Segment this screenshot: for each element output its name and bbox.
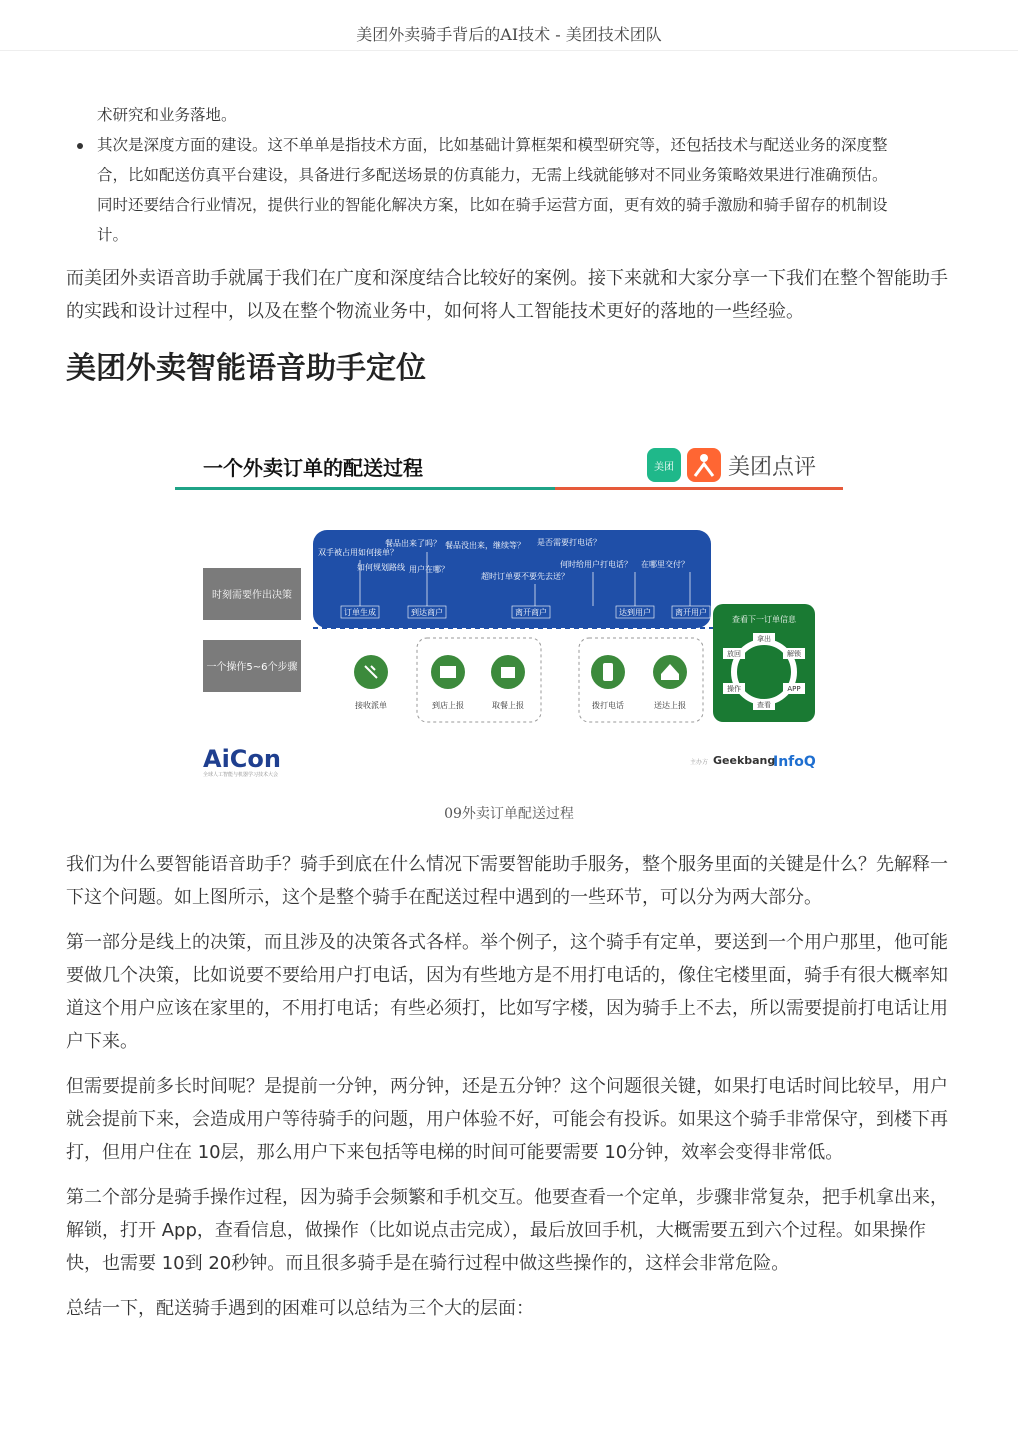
step-5: 送达上报 (654, 701, 686, 710)
step-3: 取餐上报 (492, 701, 524, 710)
paragraph-4: 第二个部分是骑手操作过程，因为骑手会频繁和手机交互。他要查看一个定单，步骤非常复杂，把手机拿出来，解锁，打开 App，查看信息，做操作（比如说点击完成），最后放回手机，大概需要五到六个过程。如果操作快，也需要 10到 20秒钟。而且很多骑手是在骑行过程中做这些操作的，这样会非常危险。 (66, 1187, 948, 1274)
bullet-list (66, 100, 952, 250)
intro-paragraph: 而美团外卖语音助手就属于我们在广度和深度结合比较好的案例。接下来就和大家分享一下我们在整个智能助手的实践和设计过程中，以及在整个物流业务中，如何将人工智能技术更好的落地的一些经验。 (66, 268, 948, 322)
step-icon-phone (591, 655, 625, 710)
question-5: 如何规划路线 (357, 563, 405, 572)
infoq-logo: InfoQ (773, 754, 816, 770)
label-decision: 时刻需要作出决策 (212, 590, 292, 601)
aicon-logo: AiCon (203, 745, 281, 773)
question-1: 双手被占用如何接单？ (318, 548, 398, 557)
step-icon-store (431, 655, 465, 710)
question-4: 是否需要打电话？ (537, 538, 601, 547)
paragraph-3: 但需要提前多长时间呢？是提前一分钟，两分钟，还是五分钟？这个问题很关键，如果打电话时间比较早，用户就会提前下来，会造成用户等待骑手的问题，用户体验不好，可能会有投诉。如果这个骑手非常保守，到楼下再打，但用户住在 10层，那么用户下来包括等电梯的时间可能要需要 10分钟，效率会变得非常低。 (66, 1076, 948, 1163)
stage-3: 离开商户 (515, 608, 547, 617)
cycle-item-2: 解锁 (787, 650, 801, 658)
brand-name: 美团点评 (728, 455, 817, 480)
bullet-line: 同时还要结合行业情况，提供行业的智能化解决方案，比如在骑手运营方面，更有效的骑手激励和骑手留存的机制设 (97, 196, 888, 214)
bullet-line: 计。 (97, 226, 129, 244)
bullet-line: 合，比如配送仿真平台建设，具备进行多配送场景的仿真能力，无需上线就能够对不同业务策略效果进行准确预估。 (97, 166, 888, 184)
stage-4: 达到用户 (619, 608, 651, 617)
paragraph-2: 第一部分是线上的决策，而且涉及的决策各式各样。举个例子，这个骑手有定单，要送到一个用户那里，他可能要做几个决策，比如说要不要给用户打电话，因为有些地方是不用打电话的，像住宅楼里面，骑手有很大概率知道这个用户应该在家里的，不用打电话；有些必须打，比如写字楼，因为骑手上不去，所以需要提前打电话让用户下来。 (66, 932, 948, 1052)
delivery-process-figure (175, 440, 845, 780)
geekbang-logo: Geekbang (713, 754, 776, 767)
step-4: 拨打电话 (592, 701, 624, 710)
cycle-item-6: 放回 (727, 650, 741, 658)
title-underline-red (555, 487, 843, 490)
figure-title: 一个外卖订单的配送过程 (203, 456, 423, 480)
meituan-logo-text: 美团 (654, 462, 674, 473)
label-steps: 一个操作5~6个步骤 (206, 662, 298, 673)
stage-5: 离开用户 (675, 608, 707, 617)
step-icon-pickup (491, 655, 525, 710)
step-2: 到店上报 (432, 701, 464, 710)
step-icon-home (653, 655, 687, 710)
sponsor-label: 主办方 (690, 759, 709, 766)
stage-2: 到达商户 (411, 608, 443, 617)
question-9: 超时订单要不要先去送？ (481, 572, 569, 581)
article-body-top (66, 100, 952, 392)
page-header: 美团外卖骑手背后的AI技术 - 美团技术团队 (0, 0, 1018, 51)
step-1: 接收派单 (355, 701, 387, 710)
cycle-item-3: APP (787, 685, 801, 693)
question-8: 在哪里交付？ (641, 560, 689, 569)
stage-1: 订单生成 (344, 608, 376, 617)
cycle-item-5: 操作 (727, 685, 741, 693)
section-title: 美团外卖智能语音助手定位 (66, 351, 426, 386)
cycle-title: 查看下一订单信息 (732, 615, 796, 624)
bullet-line: 术研究和业务落地。 (97, 106, 237, 124)
bullet-item: 其次是深度方面的建设。这不单单是指技术方面，比如基础计算框架和模型研究等，还包括技术与配送业务的深度整 (97, 130, 952, 160)
question-3: 餐品没出来，继续等？ (445, 541, 525, 550)
question-2: 餐品出来了吗？ (385, 539, 441, 548)
article-body-bottom (66, 848, 952, 1337)
paragraph-1: 我们为什么要智能语音助手？骑手到底在什么情况下需要智能助手服务，整个服务里面的关键是什么？先解释一下这个问题。如上图所示，这个是整个骑手在配送过程中遇到的一些环节，可以分为两大部分。 (66, 854, 948, 908)
step-icon-receive (354, 655, 388, 710)
paragraph-5: 总结一下，配送骑手遇到的困难可以总结为三个大的层面： (66, 1298, 534, 1319)
aicon-subtitle: 全球人工智能与机器学习技术大会 (203, 772, 279, 778)
question-7: 何时给用户打电话？ (560, 560, 632, 569)
title-underline-green (175, 487, 555, 490)
figure-caption: 09外卖订单配送过程 (444, 806, 574, 822)
cycle-item-4: 查看 (757, 701, 771, 709)
cycle-item-1: 拿出 (757, 635, 771, 643)
question-6: 用户在哪？ (409, 565, 449, 574)
